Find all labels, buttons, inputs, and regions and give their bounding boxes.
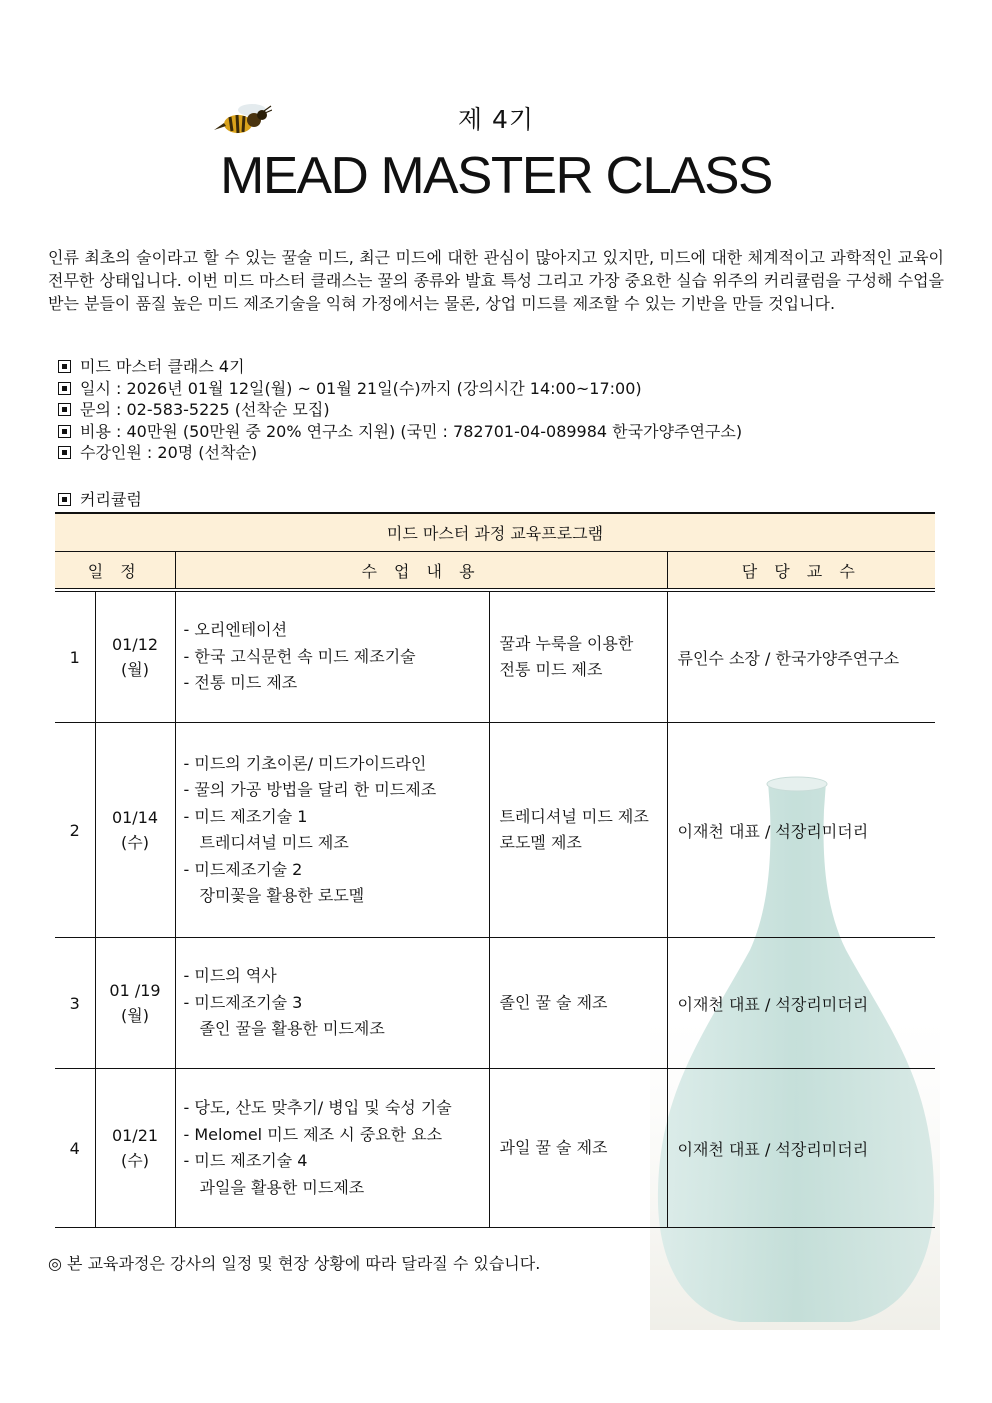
session-content: - 당도, 산도 맞추기/ 병입 및 숙성 기술 - Melomel 미드 제조 시 중요한 요소 - 미드 제조기술 4 과일을 활용한 미드제조 xyxy=(175,1069,489,1228)
info-item: 일시 : 2026년 01월 12일(월) ~ 01월 21일(수)까지 (강의시간 14:00~17:00) xyxy=(58,378,742,400)
intro-paragraph: 인류 최초의 술이라고 할 수 있는 꿀술 미드, 최근 미드에 대한 관심이 많아지고 있지만, 미드에 대한 체계적이고 과학적인 교육이 전무한 상태입니다. 이번 미드 마스터 클래스는 꿀의 종류와 발효 특성 그리고 가장 중요한 실습 위주의 커리큘럼을 구성해 수업을 받는 분들이 품질 높은 미드 제조기술을 익혀 가정에서는 물론, 상업 미드를 제조할 수 있는 기반을 만들 것입니다. xyxy=(48,248,944,313)
square-bullet-icon xyxy=(58,493,71,506)
footnote: ◎ 본 교육과정은 강사의 일정 및 현장 상황에 따라 달라질 수 있습니다. xyxy=(48,1254,541,1273)
session-number: 4 xyxy=(55,1069,95,1228)
session-professor: 이재천 대표 / 석장리미더리 xyxy=(667,938,935,1069)
header-schedule: 일 정 xyxy=(55,552,175,589)
curriculum-label: 커리큘럼 xyxy=(58,487,142,510)
session-topic: 과일 꿀 술 제조 xyxy=(489,1069,667,1228)
session-number: 2 xyxy=(55,723,95,938)
info-item: 문의 : 02-583-5225 (선착순 모집) xyxy=(58,399,742,421)
table-row xyxy=(55,723,935,938)
page-title: MEAD MASTER CLASS xyxy=(220,147,772,205)
square-bullet-icon xyxy=(58,382,71,395)
info-item: 비용 : 40만원 (50만원 중 20% 연구소 지원) (국민 : 782701-04-089984 한국가양주연구소) xyxy=(58,421,742,443)
edition-label: 제 4기 xyxy=(457,105,535,134)
session-content: - 오리엔테이션 - 한국 고식문헌 속 미드 제조기술 - 전통 미드 제조 xyxy=(175,592,489,723)
info-list xyxy=(58,356,742,464)
session-number: 3 xyxy=(55,938,95,1069)
session-professor: 이재천 대표 / 석장리미더리 xyxy=(667,723,935,938)
session-professor: 류인수 소장 / 한국가양주연구소 xyxy=(667,592,935,723)
session-date: 01/21 (수) xyxy=(95,1069,175,1228)
session-content: - 미드의 기초이론/ 미드가이드라인 - 꿀의 가공 방법을 달리 한 미드제조 - 미드 제조기술 1 트레디셔널 미드 제조 - 미드제조기술 2 장미꽃을 활용한 로도멜 xyxy=(175,723,489,938)
table-header-row xyxy=(55,552,935,589)
table-title: 미드 마스터 과정 교육프로그램 xyxy=(55,513,935,552)
curriculum-table xyxy=(55,512,935,1228)
session-date: 01/14 (수) xyxy=(95,723,175,938)
square-bullet-icon xyxy=(58,360,71,373)
session-date: 01/12 (월) xyxy=(95,592,175,723)
session-topic: 졸인 꿀 술 제조 xyxy=(489,938,667,1069)
session-date: 01 /19 (월) xyxy=(95,938,175,1069)
table-title-row xyxy=(55,513,935,552)
table-row xyxy=(55,592,935,723)
session-topic: 꿀과 누룩을 이용한 전통 미드 제조 xyxy=(489,592,667,723)
info-item: 미드 마스터 클래스 4기 xyxy=(58,356,742,378)
table-row xyxy=(55,1069,935,1228)
info-item: 수강인원 : 20명 (선착순) xyxy=(58,442,742,464)
session-content: - 미드의 역사 - 미드제조기술 3 졸인 꿀을 활용한 미드제조 xyxy=(175,938,489,1069)
session-number: 1 xyxy=(55,592,95,723)
square-bullet-icon xyxy=(58,403,71,416)
session-professor: 이재천 대표 / 석장리미더리 xyxy=(667,1069,935,1228)
square-bullet-icon xyxy=(58,425,71,438)
square-bullet-icon xyxy=(58,446,71,459)
header-content: 수 업 내 용 xyxy=(175,552,667,589)
table-row xyxy=(55,938,935,1069)
session-topic: 트레디셔널 미드 제조 로도멜 제조 xyxy=(489,723,667,938)
header-professor: 담 당 교 수 xyxy=(667,552,935,589)
